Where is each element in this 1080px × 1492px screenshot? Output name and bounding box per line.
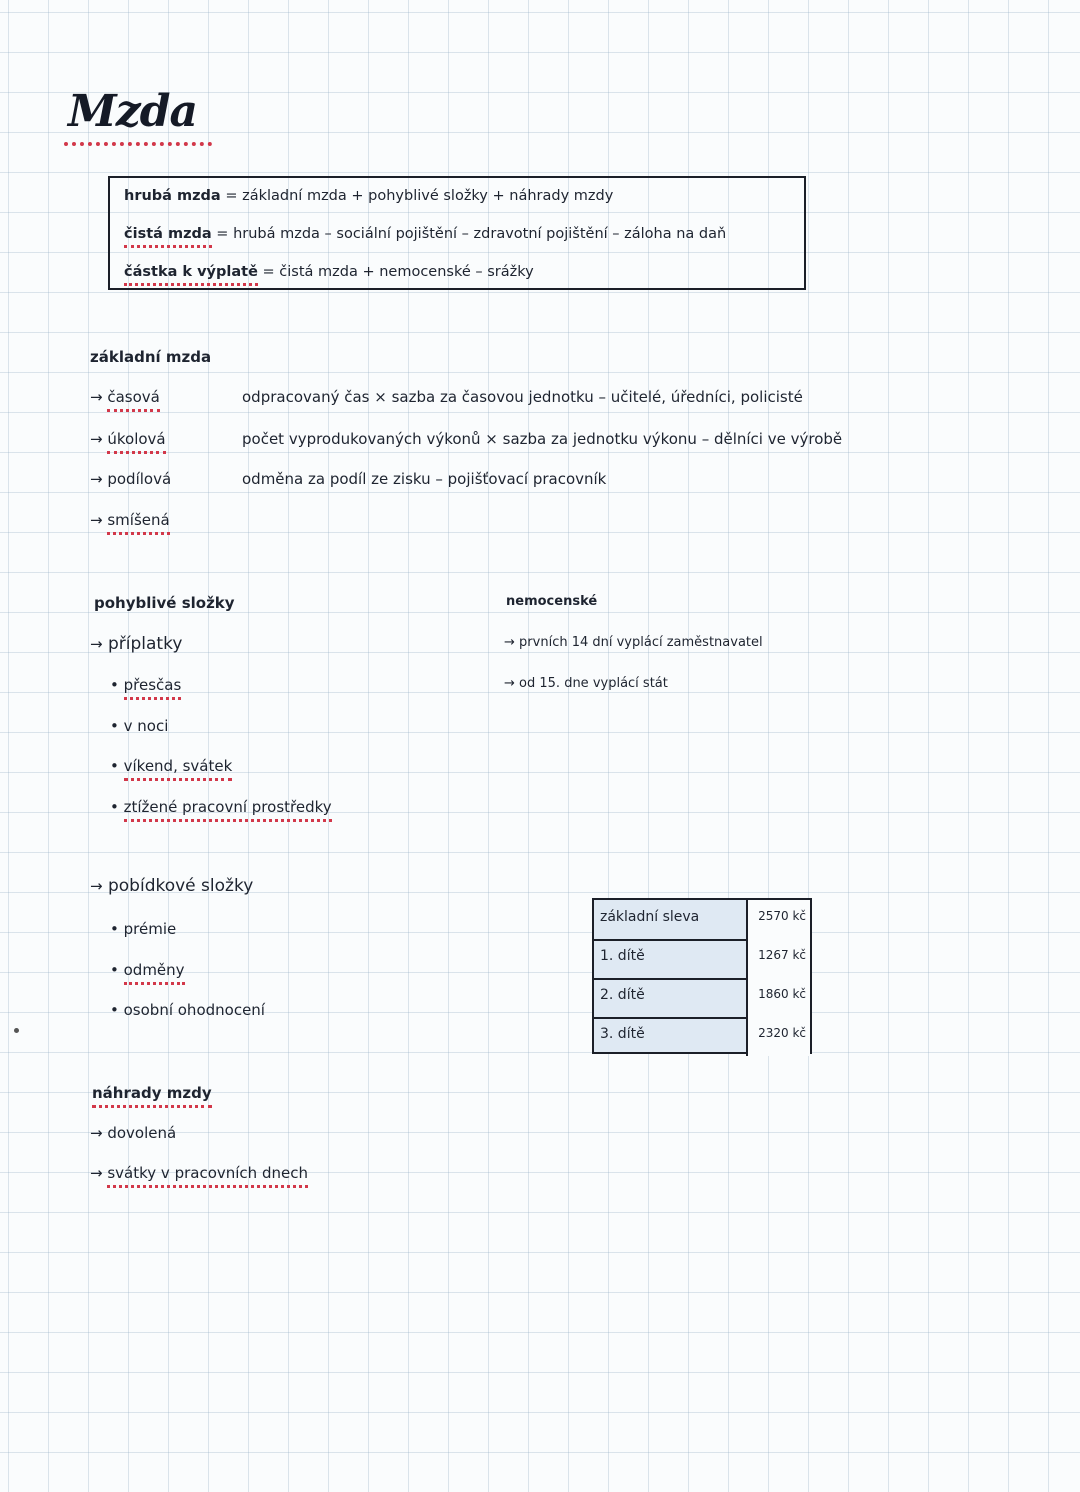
arrow-icon: →: [90, 388, 103, 406]
item-label: časová: [107, 388, 160, 412]
arrow-icon: →: [90, 430, 103, 448]
arrow-icon: →: [504, 635, 515, 650]
nemocenske-item-2: [504, 676, 668, 691]
bullet-item: • osobní ohodnocení: [110, 1001, 265, 1019]
table-row: [594, 900, 810, 941]
bullet-item: • víkend, svátek: [110, 757, 232, 775]
bullet-text: víkend, svátek: [124, 757, 233, 781]
cell-text: 1. dítě: [600, 948, 645, 964]
bullet-text: v noci: [123, 717, 169, 735]
table-cell-value: [748, 1017, 810, 1056]
formula-equals: =: [225, 188, 238, 204]
nemocenske-item-1: [504, 635, 763, 650]
cell-text: 2570 kč: [758, 909, 806, 923]
formula-term: částka k výplatě: [124, 264, 258, 286]
arrow-icon: →: [90, 877, 103, 895]
heading-nahrady-mzdy: [92, 1084, 212, 1102]
formula-cista-mzda: [124, 226, 726, 242]
formula-expression: základní mzda + pohyblivé složky + náhrady mzdy: [242, 188, 614, 204]
item-label: pobídkové složky: [107, 876, 254, 896]
bullet-text: prémie: [123, 920, 177, 938]
tax-credit-table: [592, 898, 812, 1054]
formula-expression: hrubá mzda – sociální pojištění – zdravotní pojištění – záloha na daň: [233, 226, 727, 242]
table-cell-label: [594, 978, 748, 1017]
table-row: [594, 978, 810, 1019]
cell-text: základní sleva: [600, 909, 700, 925]
binder-hole: [14, 1028, 19, 1033]
arrow-icon: →: [90, 1124, 103, 1142]
formula-equals: =: [216, 226, 229, 242]
list-item-ukolova: [90, 430, 166, 448]
formula-castka-k-vyplate: [124, 264, 534, 280]
table-cell-label: [594, 939, 748, 978]
table-cell-value: [748, 939, 810, 978]
cell-text: 1267 kč: [758, 948, 806, 962]
item-label: příplatky: [107, 634, 183, 654]
list-item-podilova: [90, 470, 171, 488]
list-item-pobidkove-slozky: [90, 876, 253, 896]
cell-text: 3. dítě: [600, 1026, 645, 1042]
item-description: odměna za podíl ze zisku – pojišťovací pracovník: [242, 470, 607, 488]
arrow-icon: →: [90, 511, 103, 529]
formula-equals: =: [262, 264, 275, 280]
table-row: [594, 1017, 810, 1056]
bullet-text: ztížené pracovní prostředky: [124, 798, 332, 822]
arrow-icon: →: [90, 635, 103, 653]
cell-text: 2. dítě: [600, 987, 645, 1003]
item-label: podílová: [107, 470, 172, 488]
heading-nemocenske: nemocenské: [506, 594, 598, 609]
cell-text: 1860 kč: [758, 987, 806, 1001]
heading-text: náhrady mzdy: [92, 1084, 212, 1108]
list-item-casova: [90, 388, 160, 406]
table-cell-label: [594, 1017, 748, 1056]
table-cell-value: [748, 978, 810, 1017]
title-underline: [64, 142, 212, 146]
item-text: dovolená: [107, 1124, 177, 1142]
item-label: smíšená: [107, 511, 169, 535]
bullet-text: odměny: [124, 961, 185, 985]
table-cell-value: [748, 900, 810, 939]
bullet-item: • prémie: [110, 920, 177, 938]
item-label: úkolová: [107, 430, 165, 454]
list-item-smisena: [90, 511, 170, 529]
bullet-item: • ztížené pracovní prostředky: [110, 798, 332, 816]
item-description: počet vyprodukovaných výkonů × sazba za jednotku výkonu – dělníci ve výrobě: [242, 430, 843, 448]
nahrady-item-svatky: [90, 1164, 308, 1182]
bullet-item: • v noci: [110, 717, 169, 735]
list-item-priplatky: [90, 634, 182, 654]
formula-expression: čistá mzda + nemocenské – srážky: [279, 264, 534, 280]
heading-zakladni-mzda: základní mzda: [90, 348, 212, 366]
formula-term: čistá mzda: [124, 226, 212, 248]
formula-hruba-mzda: [124, 188, 613, 204]
bullet-item: • odměny: [110, 961, 185, 979]
table-cell-label: [594, 900, 748, 939]
bullet-text: přesčas: [124, 676, 182, 700]
arrow-icon: →: [504, 676, 515, 691]
formula-term: hrubá mzda: [124, 188, 221, 204]
item-text: od 15. dne vyplácí stát: [519, 676, 668, 691]
arrow-icon: →: [90, 470, 103, 488]
arrow-icon: →: [90, 1164, 103, 1182]
item-text: svátky v pracovních dnech: [107, 1164, 308, 1188]
heading-pohyblive-slozky: pohyblivé složky: [94, 594, 235, 612]
cell-text: 2320 kč: [758, 1026, 806, 1040]
item-text: prvních 14 dní vyplácí zaměstnavatel: [519, 635, 763, 650]
bullet-text: osobní ohodnocení: [123, 1001, 265, 1019]
page-title: Mzda: [68, 86, 197, 137]
bullet-item: • přesčas: [110, 676, 181, 694]
item-description: odpracovaný čas × sazba za časovou jednotku – učitelé, úředníci, policisté: [242, 388, 803, 406]
table-row: [594, 939, 810, 980]
formula-box: [108, 176, 806, 290]
nahrady-item-dovolena: [90, 1124, 176, 1142]
